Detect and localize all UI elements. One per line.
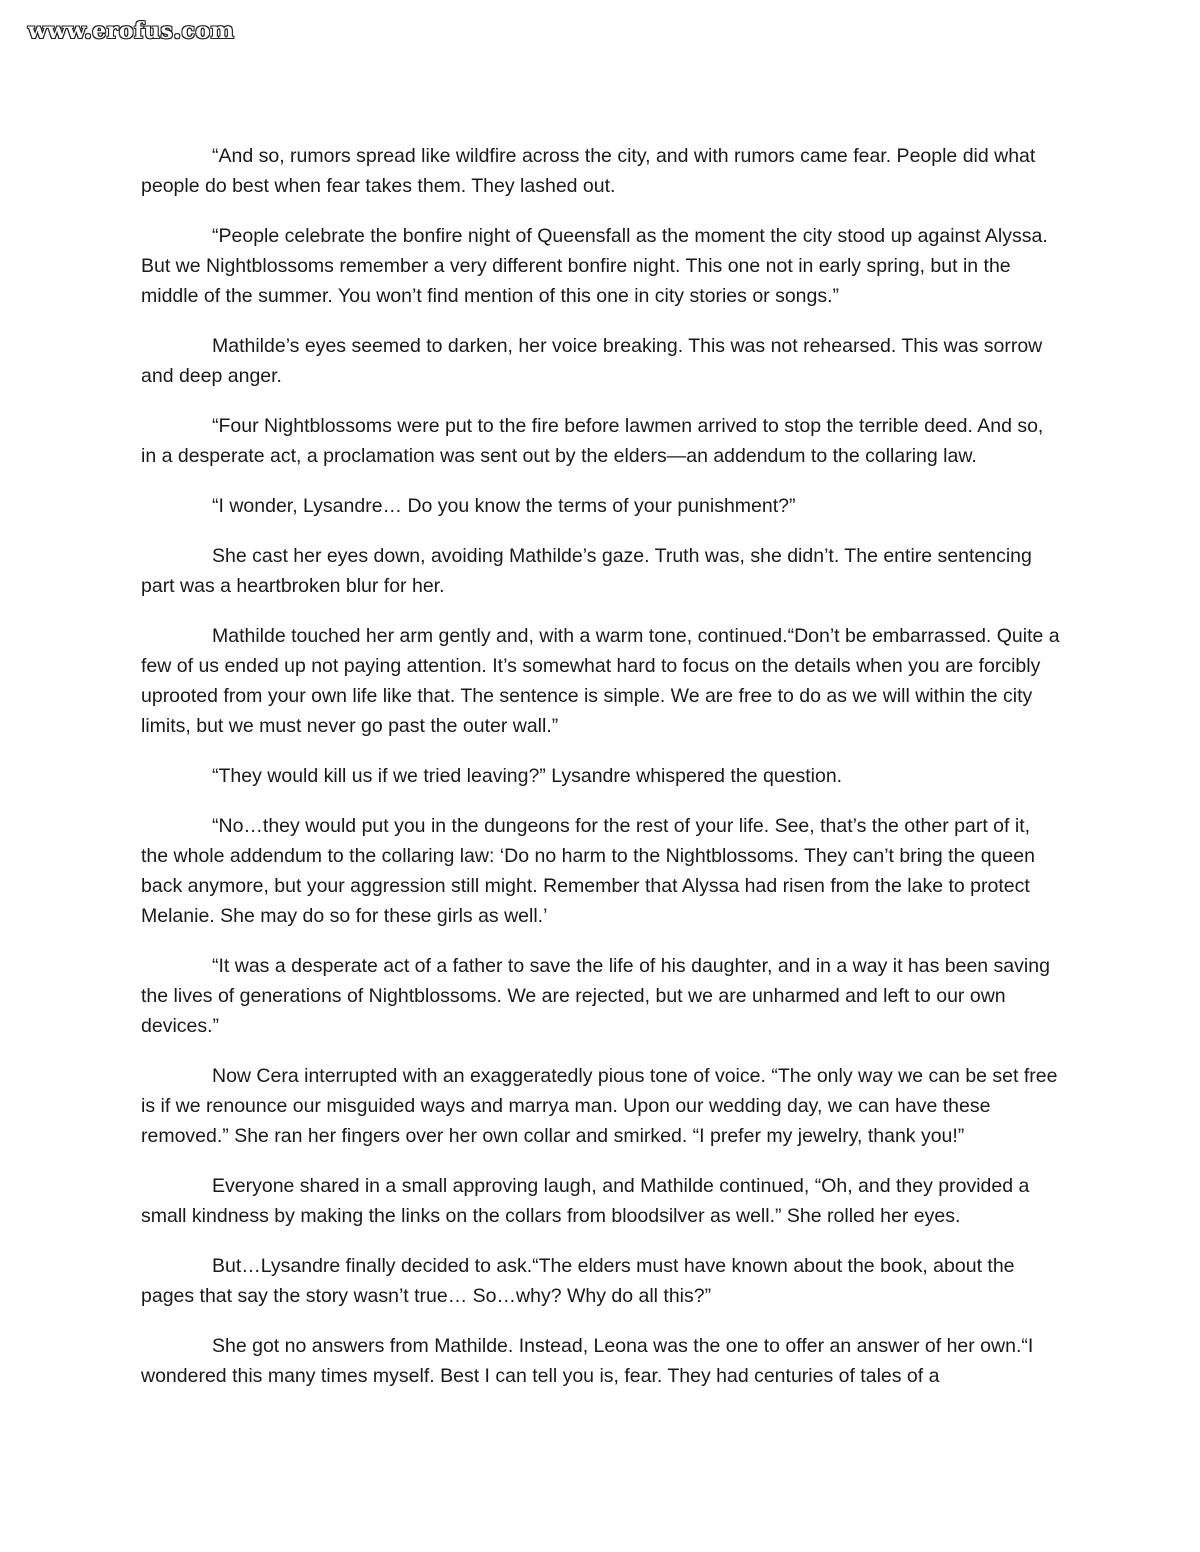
paragraph: “They would kill us if we tried leaving?” Lysandre whispered the question. [212,765,843,787]
paragraph: Everyone shared in a small approving laugh, and Mathilde continued, “Oh, and they provided a small kindness by making the links on the collars from bloodsilver as well.” She rolled her eyes. [141,1175,1030,1227]
paragraph: Mathilde touched her arm gently and, with a warm tone, continued.“Don’t be embarrassed. Quite a few of us ended up not paying attention. It’s somewhat hard to focus on the details when you are forcibly uprooted from your own life like that. The sentence is simple. We are free to do as we will within the city limits, but we must never go past the outer wall.” [141,625,1060,737]
paragraph: “I wonder, Lysandre… Do you know the terms of your punishment?” [212,495,796,517]
paragraph: Now Cera interrupted with an exaggeratedly pious tone of voice. “The only way we can be set free is if we renounce our misguided ways and marrya man. Upon our wedding day, we can have these removed.” She ran her fingers over her own collar and smirked. “I prefer my jewelry, thank you!” [141,1065,1058,1147]
paragraph: “No…they would put you in the dungeons for the rest of your life. See, that’s the other part of it, the whole addendum to the collaring law: ‘Do no harm to the Nightblossoms. They can’t bring the queen back anymore, but your aggression still might. Remember that Alyssa had risen from the lake to protect Melanie. She may do so for these girls as well.’ [141,815,1035,927]
paragraph: “And so, rumors spread like wildfire across the city, and with rumors came fear. People did what people do best when fear takes them. They lashed out. [141,145,1036,197]
document-page [141,141,1061,1411]
paragraph: But…Lysandre finally decided to ask.“The elders must have known about the book, about the pages that say the story wasn’t true… So…why? Why do all this?” [141,1255,1015,1307]
paragraph: She got no answers from Mathilde. Instead, Leona was the one to offer an answer of her own.“I wondered this many times myself. Best I can tell you is, fear. They had centuries of tales of a [141,1335,1034,1387]
paragraph: Mathilde’s eyes seemed to darken, her voice breaking. This was not rehearsed. This was sorrow and deep anger. [141,335,1043,387]
paragraph: “Four Nightblossoms were put to the fire before lawmen arrived to stop the terrible deed. And so, in a desperate act, a proclamation was sent out by the elders—an addendum to the collaring law. [141,415,1044,467]
paragraph: She cast her eyes down, avoiding Mathilde’s gaze. Truth was, she didn’t. The entire sentencing part was a heartbroken blur for her. [141,545,1032,597]
watermark: www.erofus.com [28,18,235,44]
paragraph: “People celebrate the bonfire night of Queensfall as the moment the city stood up against Alyssa. But we Nightblossoms remember a very different bonfire night. This one not in early spring, but in the middle of the summer. You won’t find mention of this one in city stories or songs.” [141,225,1048,307]
paragraph: “It was a desperate act of a father to save the life of his daughter, and in a way it has been saving the lives of generations of Nightblossoms. We are rejected, but we are unharmed and left to our own devices.” [141,955,1050,1037]
